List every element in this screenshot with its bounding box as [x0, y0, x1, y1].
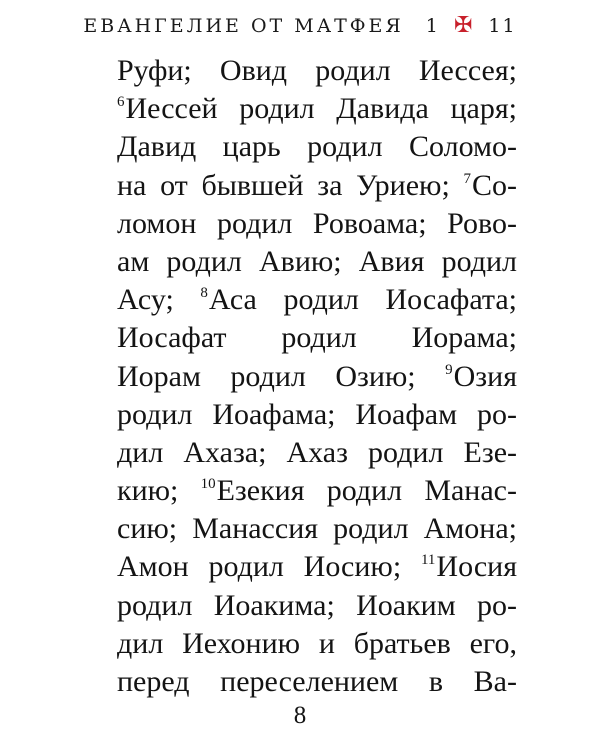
verse-text: Озия [453, 359, 517, 393]
text-line [117, 663, 517, 701]
text-line [117, 319, 517, 357]
running-header [0, 12, 600, 40]
verse-number: 10 [200, 476, 216, 493]
text-line [117, 548, 517, 586]
text-line [117, 205, 517, 243]
verse-text: сию; Манассия родил Амона; [117, 512, 517, 546]
text-line [117, 281, 517, 319]
verse-text: перед переселением в Ва- [117, 665, 517, 698]
verse-text: кию; [117, 474, 201, 508]
chapter-number: 1 [425, 15, 440, 37]
verse-text: Руфи; Овид родил Иессея; [117, 54, 517, 87]
verse-text: дил Иехонию и братьев его, [117, 626, 517, 660]
text-line [117, 128, 517, 166]
verse-text: на от бывшей за Уриею; [117, 168, 464, 202]
verse-text: Иосафат родил Иорама; [117, 321, 517, 355]
chapter-reference: 11 [488, 15, 517, 37]
verse-text: Амон родил Иосию; [117, 550, 421, 584]
verse-text: Иорам родил Озию; [117, 359, 446, 393]
text-line [117, 396, 517, 434]
verse-text: Езекия родил Манас- [216, 474, 517, 508]
verse-number: 6 [117, 94, 125, 111]
verse-text: ломон родил Ровоама; Рово- [117, 206, 517, 240]
verse-text: дил Ахаза; Ахаз родил Езе- [117, 435, 517, 469]
book-title: ЕВАНГЕЛИЕ ОТ МАТФЕЯ [83, 15, 404, 37]
text-line [117, 358, 517, 396]
verse-text: ам родил Авию; Авия родил [117, 244, 517, 278]
text-line [117, 510, 517, 548]
text-line [117, 52, 517, 90]
verse-number: 11 [420, 552, 436, 569]
text-line [117, 243, 517, 281]
text-line [117, 167, 517, 205]
verse-text: родил Иоакима; Иоаким ро- [117, 588, 517, 622]
verse-text: Аса родил Иосафата; [208, 283, 517, 317]
text-line [117, 90, 517, 128]
text-line [117, 434, 517, 472]
verse-text: Давид царь родил Соломо- [117, 130, 517, 164]
verse-text: Со- [472, 168, 517, 202]
text-line [117, 625, 517, 663]
verse-text: родил Иоафама; Иоафам ро- [117, 397, 517, 431]
text-line [117, 472, 517, 510]
cross-icon: ✠ [453, 13, 475, 38]
verse-number: 7 [463, 170, 471, 187]
text-line [117, 587, 517, 625]
scripture-text [117, 52, 517, 701]
verse-text: Иосия [436, 550, 517, 584]
verse-text: Иессей родил Давида царя; [125, 92, 517, 126]
verse-number: 8 [200, 285, 208, 302]
page-number: 8 [293, 702, 307, 729]
verse-number: 9 [445, 361, 453, 378]
verse-text: Асу; [117, 283, 201, 317]
